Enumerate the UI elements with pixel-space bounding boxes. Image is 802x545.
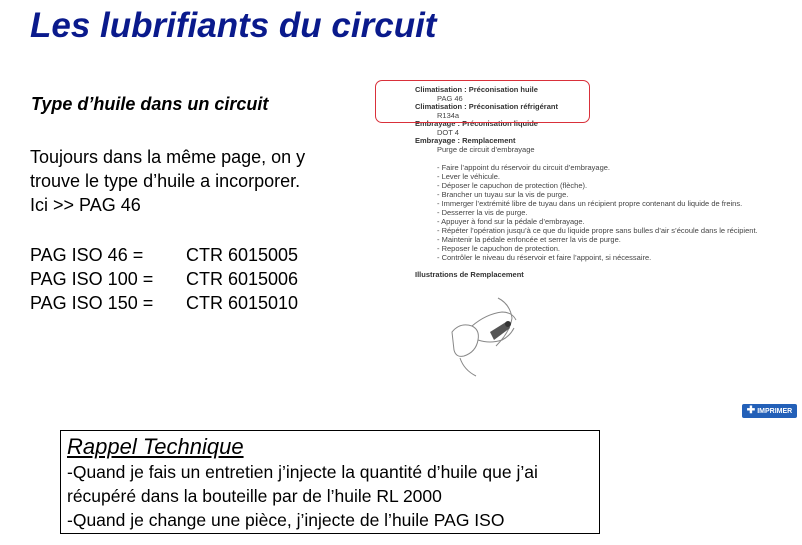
paragraph-line: trouve le type d’huile a incorporer. (30, 171, 301, 191)
oil-ref-code: CTR 6015006 (186, 269, 299, 289)
procedure-step: - Reposer le capuchon de protection. (437, 244, 560, 253)
rappel-line: récupéré dans la bouteille par de l’huile RL 2000 (67, 486, 442, 506)
slide-title: Les lubrifiants du circuit (30, 6, 437, 45)
spec-value: Purge de circuit d’embrayage (437, 145, 535, 154)
spec-value: R134a (437, 111, 460, 120)
purge-illustration (450, 292, 530, 382)
highlight-frame (375, 80, 590, 123)
plus-icon: ✚ (746, 405, 756, 416)
intro-paragraph (30, 145, 370, 217)
spec-heading: Embrayage : Préconisation liquide (415, 119, 538, 128)
procedure-step: - Déposer le capuchon de protection (flèche). (437, 181, 588, 190)
oil-reference-list (30, 243, 298, 315)
procedure-step: - Immerger l’extrémité libre de tuyau dans un récipient propre contenant du liquide de freins. (437, 199, 743, 208)
spec-heading: Climatisation : Préconisation réfrigérant (415, 102, 558, 111)
paragraph-line: Ici >> PAG 46 (30, 195, 141, 215)
procedure-step: - Brancher un tuyau sur la vis de purge. (437, 190, 569, 199)
section-subtitle: Type d’huile dans un circuit (31, 94, 269, 114)
procedure-steps (415, 163, 800, 262)
rappel-line: -Quand je change une pièce, j’injecte de l’huile PAG ISO (67, 510, 505, 530)
oil-ref-code: CTR 6015010 (186, 293, 299, 313)
oil-name: PAG ISO 46 = (30, 245, 144, 265)
procedure-step: - Contrôler le niveau du réservoir et faire l’appoint, si nécessaire. (437, 253, 652, 262)
oil-name: PAG ISO 100 = (30, 269, 154, 289)
oil-name: PAG ISO 150 = (30, 293, 154, 313)
procedure-step: - Maintenir la pédale enfoncée et serrer la vis de purge. (437, 235, 621, 244)
spec-heading: Embrayage : Remplacement (415, 136, 516, 145)
procedure-step: - Appuyer à fond sur la pédale d’embrayage. (437, 217, 585, 226)
print-button[interactable] (742, 404, 797, 418)
oil-reference-row (30, 267, 298, 291)
spec-value: DOT 4 (437, 128, 459, 137)
rappel-line: -Quand je fais un entretien j’injecte la quantité d’huile que j’ai (67, 462, 538, 482)
rappel-technique-box (60, 430, 600, 534)
oil-reference-row (30, 243, 298, 267)
illustrations-title: Illustrations de Remplacement (415, 270, 524, 279)
procedure-step: - Lever le véhicule. (437, 172, 500, 181)
spec-heading: Climatisation : Préconisation huile (415, 85, 538, 94)
oil-ref-code: CTR 6015005 (186, 245, 299, 265)
rappel-title: Rappel Technique (67, 434, 244, 459)
oil-reference-row (30, 291, 298, 315)
spec-section (415, 137, 800, 154)
procedure-step: - Desserrer la vis de purge. (437, 208, 528, 217)
spec-value: PAG 46 (437, 94, 463, 103)
procedure-step: - Répéter l’opération jusqu’à ce que du liquide propre sans bulles d’air s’écoule dans le récipient. (437, 226, 758, 235)
procedure-step: - Faire l’appoint du réservoir du circuit d’embrayage. (437, 163, 610, 172)
print-button-label: IMPRIMER (757, 407, 793, 415)
paragraph-line: Toujours dans la même page, on y (30, 147, 306, 167)
